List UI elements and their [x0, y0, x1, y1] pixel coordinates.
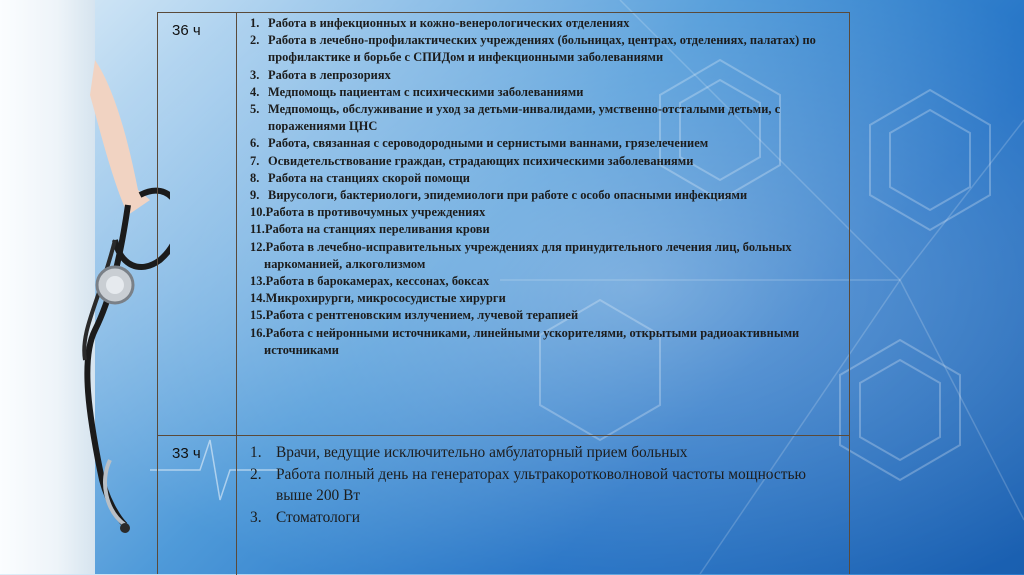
list-item: 10.Работа в противочумных учреждениях — [250, 205, 486, 220]
list-item: 1. Работа в инфекционных и кожно-венерологических отделениях — [250, 16, 630, 30]
list-item: 14.Микрохирурги, микрососудистые хирурги — [250, 291, 506, 306]
stethoscope-icon — [0, 0, 170, 574]
hours-cell: 36 ч — [172, 22, 201, 39]
list-item: 2. Работа в лечебно-профилактических учреждениях (больницах, центрах, отделениях, палатах) по профилактике и борьбе с СПИДом и инфекционными заболеваниями — [250, 33, 816, 65]
list-item: 8. Работа на станциях скорой помощи — [250, 170, 470, 185]
list-item: 7. Освидетельствование граждан, страдающих психическими заболеваниями — [250, 153, 694, 168]
list-item: 1. Врачи, ведущие исключительно амбулаторный прием больных — [250, 444, 688, 461]
list-item: 13.Работа в барокамерах, кессонах, боксах — [250, 274, 490, 289]
list-item: 15.Работа с рентгеновским излучением, лучевой терапией — [250, 308, 579, 323]
conditions-list — [250, 15, 845, 359]
list-item: 12.Работа в лечебно-исправительных учреждениях для принудительного лечения лиц, больных наркоманией, алкоголизмом — [250, 239, 792, 271]
table-row — [158, 436, 849, 575]
list-item: 3. Стоматологи — [250, 508, 360, 526]
list-item: 5. Медпомощь, обслуживание и уход за детьми-инвалидами, умственно-отсталыми детьми, с поражениями ЦНС — [250, 102, 781, 134]
list-item: 6. Работа, связанная с сероводородными и сернистыми ваннами, грязелечением — [250, 136, 709, 151]
table-row — [158, 13, 849, 436]
list-item: 2. Работа полный день на генераторах ультракоротковолновой частоты мощностью выше 200 Вт — [250, 465, 806, 504]
list-item: 9. Вирусологи, бактериологи, эпидемиологи при работе с особо опасными инфекциями — [250, 188, 748, 203]
list-item: 11.Работа на станциях переливания крови — [250, 222, 490, 237]
list-item: 16.Работа с нейронными источниками, линейными ускорителями, открытыми радиоактивными источниками — [250, 325, 800, 357]
doctor-illustration — [0, 0, 170, 574]
hours-cell: 33 ч — [172, 445, 201, 462]
list-item: 3. Работа в лепрозориях — [250, 67, 391, 82]
work-hours-table — [157, 12, 850, 574]
column-divider — [236, 436, 237, 575]
list-item: 4. Медпомощь пациентам с психическими заболеваниями — [250, 84, 584, 99]
conditions-list — [250, 442, 845, 528]
column-divider — [236, 13, 237, 435]
